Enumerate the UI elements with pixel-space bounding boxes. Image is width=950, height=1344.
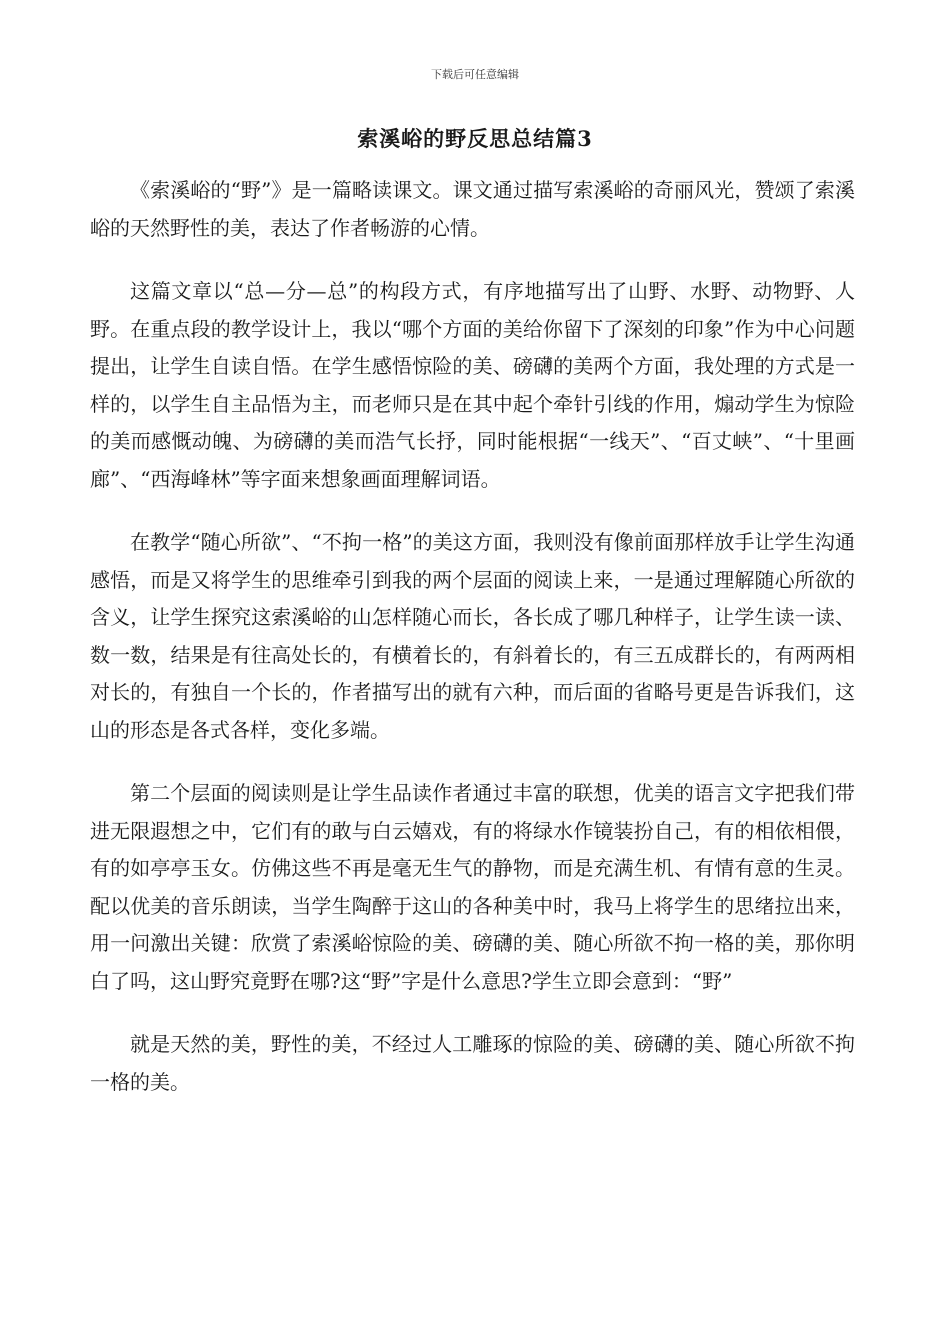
paragraph-5: 就是天然的美，野性的美，不经过人工雕琢的惊险的美、磅礴的美、随心所欲不拘一格的美。 (90, 1032, 855, 1094)
header-note: 下载后可任意编辑 (431, 68, 519, 81)
paragraph-3: 在教学“随心所欲”、“不拘一格”的美这方面，我则没有像前面那样放手让学生沟通感悟，而是又将学生的思维牵引到我的两个层面的阅读上来，一是通过理解随心所欲的含义，让学生探究这索溪峪的山怎样随心而长，各长成了哪几种样子，让学生读一读、数一数，结果是有往高处长的，有横着长的，有斜着长的，有三五成群长的，有两两相对长的，有独自一个长的，作者描写出的就有六种，而后面的省略号更是告诉我们，这山的形态是各式各样，变化多端。 (90, 530, 855, 742)
document-body (90, 172, 855, 1127)
paragraph-2: 这篇文章以“总—分—总”的构段方式，有序地描写出了山野、水野、动物野、人野。在重点段的教学设计上，我以“哪个方面的美给你留下了深刻的印象”作为中心问题提出，让学生自读自悟。在学生感悟惊险的美、磅礴的美两个方面，我处理的方式是一样的，以学生自主品悟为主，而老师只是在其中起个牵针引线的作用，煽动学生为惊险的美而感慨动魄、为磅礴的美而浩气长抒，同时能根据“一线天”、“百丈峡”、“十里画廊”、“西海峰林”等字面来想象画面理解词语。 (90, 279, 855, 491)
paragraph-4: 第二个层面的阅读则是让学生品读作者通过丰富的联想，优美的语言文字把我们带进无限遐想之中，它们有的敢与白云嬉戏，有的将绿水作镜装扮自己，有的相依相偎，有的如亭亭玉女。仿佛这些不再是毫无生气的静物，而是充满生机、有情有意的生灵。配以优美的音乐朗读，当学生陶醉于这山的各种美中时，我马上将学生的思绪拉出来，用一问激出关键：欣赏了索溪峪惊险的美、磅礴的美、随心所欲不拘一格的美，那你明白了吗，这山野究竟野在哪?这“野”字是什么意思?学生立即会意到：“野” (90, 781, 855, 993)
paragraph-1: 《索溪峪的“野”》是一篇略读课文。课文通过描写索溪峪的奇丽风光，赞颂了索溪峪的天然野性的美，表达了作者畅游的心情。 (90, 178, 855, 240)
document-title: 索溪峪的野反思总结篇3 (357, 126, 593, 151)
